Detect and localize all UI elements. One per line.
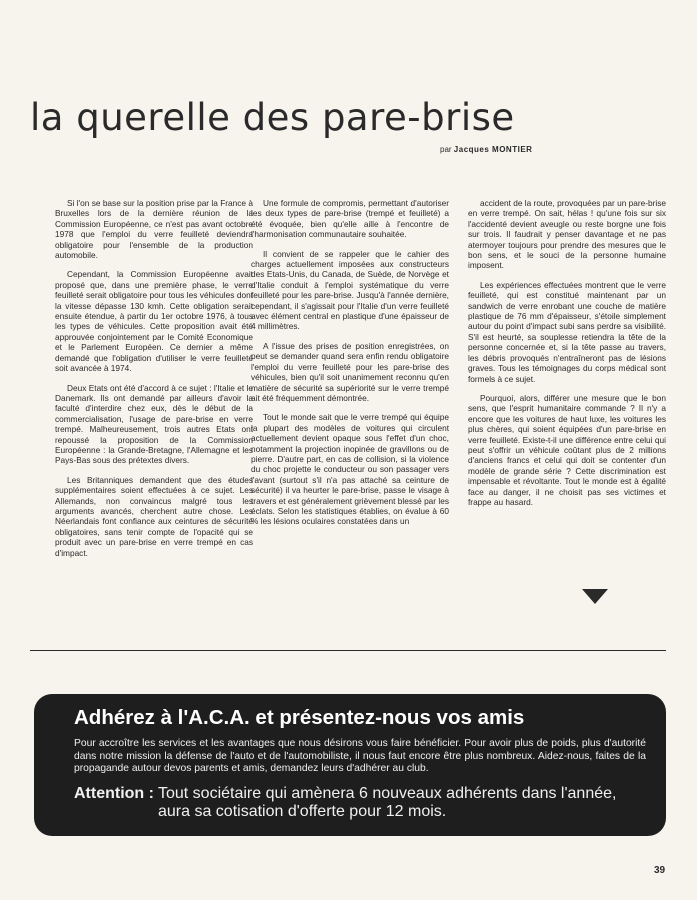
paragraph: Cependant, la Commission Européenne avait proposé que, dans une première phase, le verre feuilleté serait obligatoire pour tous les véhicules dont la vitesse dépasse 130 kmh. Cette obligation serait ensuite étendue, à partir du 1er octobre 1976, à tous les types de véhicules. Cette proposition avait été approuvée conjointement par le Comité Economique et le Parlement Européen. Ce dernier a même demandé que l'obligation d'utiliser le verre feuilleté soit avancée à 1974. bbox=[55, 269, 253, 374]
paragraph: Les expériences effectuées montrent que le verre feuilleté, qui est constitué maintenant par un sandwich de verre enrobant une couche de matière plastique de 76 mm d'épaisseur, s'étoile simplement autour du point d'impact subi sans perdre sa visibilité. S'il est heurté, sa souplesse retiendra la tête de la personne concernée et, si la tête passe au travers, les débris provoqués n'entraîneront pas de lésions graves. Tous les témoignages du corps médical sont formels à ce sujet. bbox=[468, 279, 666, 384]
paragraph: Pourquoi, alors, différer une mesure que le bon sens, que l'esprit humanitaire commande ? Il n'y a encore que les voitures de haut luxe, les voitures les plus chères, qui soient équipées d'un pare-brise en verre feuilleté. Existe-t-il une différence entre celui qui peut s'offrir un véhicule coûtant plus de 2 millions d'anciens francs et celui qui doit se contenter d'un modèle de grande série ? Cette discrimination est impensable et révoltante. Tout le monde est à égalité face au danger, il ne choisit pas ses victimes et frappe au hasard. bbox=[468, 392, 666, 507]
paragraph: Les Britanniques demandent que des études supplémentaires soient effectuées à ce sujet. Les Allemands, non convaincus malgré tous les arguments avancés, cherchent autre chose. Les Néerlandais font confiance aux ceintures de sécurité obligatoires, sans tenir compte de l'opacité qui se produit avec un pare-brise en verre trempé en cas d'impact. bbox=[55, 474, 253, 558]
attention-note bbox=[74, 785, 646, 821]
article-column-2 bbox=[251, 198, 449, 536]
end-of-article-icon bbox=[582, 589, 608, 604]
paragraph: Deux Etats ont été d'accord à ce sujet : l'Italie et le Danemark. Ils ont demandé par ailleurs d'avoir la faculté d'interdire chez eux, dès le début de la commercialisation, l'usage de pare-brise en verre trempé. Malheureusement, trois autres Etats ont repoussé la proposition de la Commission Européenne : la Grande-Bretagne, l'Allemagne et les Pays-Bas sous des prétextes divers. bbox=[55, 382, 253, 466]
page-number: 39 bbox=[654, 865, 666, 876]
paragraph: Si l'on se base sur la position prise par la France à Bruxelles lors de la dernière réunion de la Commission Européenne, ce n'est pas avant octobre 1978 que l'emploi du verre feuilleté deviendra obligatoire pour l'ensemble de la production automobile. bbox=[55, 198, 253, 261]
paragraph: Tout le monde sait que le verre trempé qui équipe la plupart des modèles de voitures qui circulent actuellement devient opaque sous l'effet d'un choc, notamment la projection inopinée de gravillons ou de pierre. D'autre part, en cas de collision, si la violence du choc projette le conducteur ou son passager vers l'avant (surtout s'il n'a pas attaché sa ceinture de sécurité) il va heurter le pare-brise, passe le visage à travers et est généralement grièvement blessé par les éclats. Selon les statistiques établies, on évalue à 60 % les lésions oculaires constatées dans un bbox=[251, 412, 449, 527]
attention-label: Attention : bbox=[74, 784, 154, 802]
attention-text: Tout sociétaire qui amènera 6 nouveaux adhérents dans l'année, aura sa cotisation d'offerte pour 12 mois. bbox=[157, 784, 617, 820]
membership-banner bbox=[34, 694, 666, 836]
byline-prefix: par bbox=[440, 145, 452, 154]
divider bbox=[30, 650, 666, 651]
article-title: la querelle des pare-brise bbox=[30, 96, 515, 139]
author-name: Jacques MONTIER bbox=[453, 145, 533, 154]
paragraph: accident de la route, provoquées par un pare-brise en verre trempé. On sait, hélas ! qu'une fois sur six l'accidenté devient aveugle ou reste borgne une fois sur trois. Il faudrait y penser davantage et ne pas atermoyer toujours pour prendre des mesures que le bon sens, et le souci de la personne humaine imposent. bbox=[468, 198, 666, 271]
article-column-3 bbox=[468, 198, 666, 516]
byline bbox=[440, 145, 670, 154]
banner-heading: Adhérez à l'A.C.A. et présentez-nous vos amis bbox=[74, 706, 525, 729]
paragraph: Une formule de compromis, permettant d'autoriser les deux types de pare-brise (trempé et feuilleté) a été évoquée, bien qu'elle aille à l'encontre de l'harmonisation communautaire souhaitée. bbox=[251, 198, 449, 240]
article-column-1 bbox=[55, 198, 253, 567]
paragraph: Il convient de se rappeler que le cahier des charges actuellement imposées aux constructeurs des Etats-Unis, du Canada, de Suède, de Norvège et d'Italie conduit à l'emploi systématique du verre feuilleté pour les pare-brise. Jusqu'à l'année dernière, cependant, il s'agissait pour l'Italie d'un verre feuilleté avec élément central en plastique d'une épaisseur de 4 millimètres. bbox=[251, 248, 449, 332]
paragraph: A l'issue des prises de position enregistrées, on peut se demander quand sera enfin rendu obligatoire l'emploi du verre feuilleté pour les pare-brise des véhicules, bien qu'il soit unanimement reconnu qu'en matière de sécurité sa supériorité sur le verre trempé ait été fréquemment démontrée. bbox=[251, 340, 449, 403]
banner-body: Pour accroître les services et les avantages que nous désirons vous faire bénéficier. Pour avoir plus de poids, plus d'autorité dans notre mission la défense de l'auto et de l'automobiliste, il nous faut encore être plus nombreux. Aidez-nous, faites de la propagande autour devos parents et amis, demandez leurs d'adhérer au club. bbox=[74, 738, 646, 774]
